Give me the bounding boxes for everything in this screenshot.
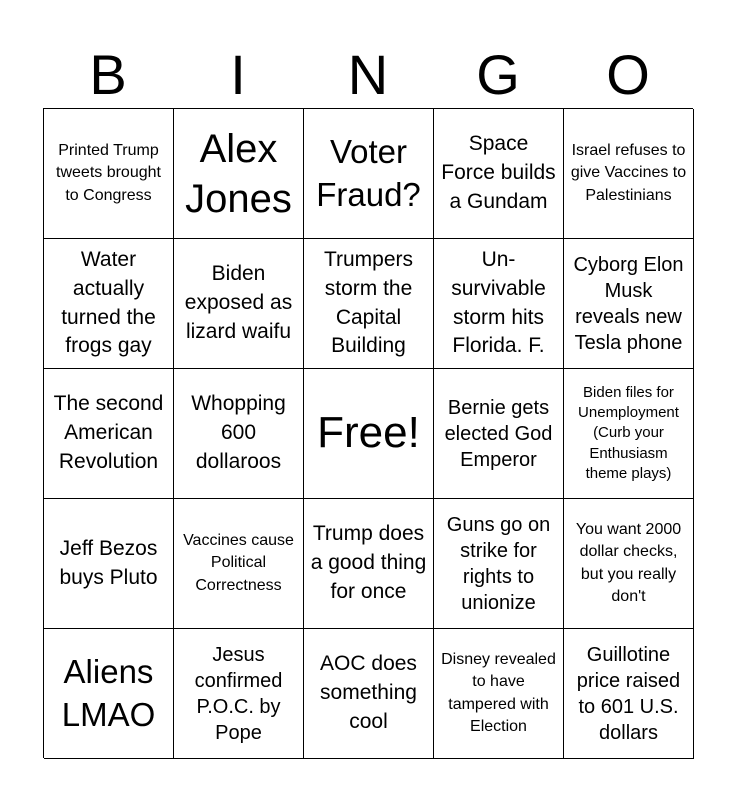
cell-text: Vaccines cause Political Correctness (183, 531, 294, 594)
cell-text: Voter Fraud? (316, 132, 421, 213)
bingo-cell-r0-c2[interactable] (304, 109, 434, 239)
bingo-cell-r4-c0[interactable] (44, 629, 174, 759)
cell-text: Jesus confirmed P.O.C. by Pope (194, 643, 283, 744)
header-letter-o: O (606, 43, 650, 106)
bingo-cell-r4-c3[interactable] (434, 629, 564, 759)
cell-text: Cyborg Elon Musk reveals new Tesla phone (573, 253, 684, 354)
bingo-cell-r4-c2[interactable] (304, 629, 434, 759)
cell-text: The second American Revolution (53, 392, 164, 473)
cell-text: Disney revealed to have tampered with Election (441, 650, 556, 735)
bingo-cell-free[interactable] (304, 369, 434, 499)
cell-text: Trump does a good thing for once (310, 522, 427, 603)
cell-text: Israel refuses to give Vaccines to Palestinians (570, 141, 687, 204)
cell-text: Guns go on strike for rights to unionize (446, 513, 551, 614)
cell-text: AOC does something cool (320, 652, 417, 733)
cell-text: Biden exposed as lizard waifu (184, 262, 293, 343)
bingo-cell-r3-c3[interactable] (434, 499, 564, 629)
bingo-cell-r0-c4[interactable] (564, 109, 694, 239)
bingo-cell-r3-c2[interactable] (304, 499, 434, 629)
bingo-cell-r2-c3[interactable] (434, 369, 564, 499)
bingo-cell-r2-c4[interactable] (564, 369, 694, 499)
header-letter-i: I (230, 43, 246, 106)
cell-text: Trumpers storm the Capital Building (323, 247, 414, 358)
cell-text: Aliens LMAO (61, 652, 156, 733)
bingo-cell-r1-c1[interactable] (174, 239, 304, 369)
bingo-cell-r3-c4[interactable] (564, 499, 694, 629)
cell-text: Biden files for Unemployment (Curb your Enthusiasm theme plays) (578, 383, 679, 482)
bingo-cell-r2-c0[interactable] (44, 369, 174, 499)
bingo-cell-r3-c0[interactable] (44, 499, 174, 629)
bingo-board (43, 108, 693, 758)
cell-text: Bernie gets elected God Emperor (444, 396, 553, 471)
cell-text: Guillotine price raised to 601 U.S. dollars (576, 643, 681, 744)
cell-text: Whopping 600 dollaroos (191, 392, 286, 473)
bingo-cell-r0-c0[interactable] (44, 109, 174, 239)
cell-text: Un-survivable storm hits Florida. F. (451, 247, 546, 358)
cell-text: Free! (317, 408, 420, 458)
bingo-cell-r3-c1[interactable] (174, 499, 304, 629)
cell-text: Jeff Bezos buys Pluto (59, 536, 158, 589)
cell-text: You want 2000 dollar checks, but you really don't (575, 520, 682, 605)
bingo-cell-r0-c3[interactable] (434, 109, 564, 239)
bingo-cell-r1-c3[interactable] (434, 239, 564, 369)
bingo-cell-r1-c2[interactable] (304, 239, 434, 369)
cell-text: Water actually turned the frogs gay (61, 247, 156, 358)
bingo-header (43, 40, 693, 110)
bingo-cell-r4-c1[interactable] (174, 629, 304, 759)
bingo-cell-r4-c4[interactable] (564, 629, 694, 759)
bingo-cell-r2-c1[interactable] (174, 369, 304, 499)
bingo-cell-r1-c0[interactable] (44, 239, 174, 369)
header-letter-g: G (476, 43, 520, 106)
header-letter-n: N (347, 43, 389, 106)
cell-text: Space Force builds a Gundam (441, 132, 556, 213)
cell-text: Alex Jones (185, 126, 292, 221)
cell-text: Printed Trump tweets brought to Congress (56, 141, 161, 204)
bingo-cell-r0-c1[interactable] (174, 109, 304, 239)
bingo-cell-r1-c4[interactable] (564, 239, 694, 369)
header-letter-b: B (89, 43, 127, 106)
